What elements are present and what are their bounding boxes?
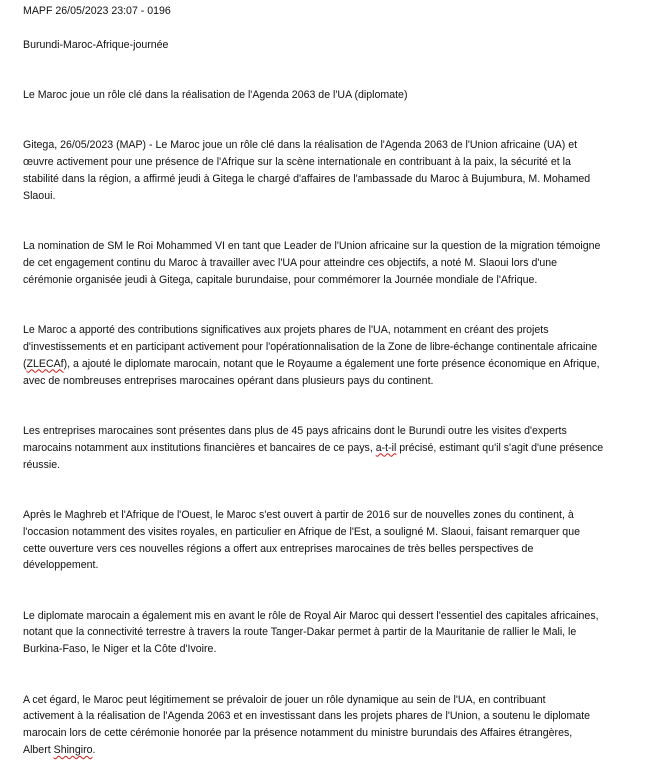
spellcheck-flagged-word[interactable]: ZLECAf xyxy=(26,357,64,370)
paragraph-line: Burkina-Faso, le Niger et la Côte d'Ivoire. xyxy=(23,643,217,656)
paragraph-line: cérémonie organisée jeudi à Gitega, capitale burundaise, pour commémorer la Journée mondiale de l'Afrique. xyxy=(23,273,538,286)
line-text: ( xyxy=(23,357,27,370)
paragraph-line: Gitega, 26/05/2023 (MAP) - Le Maroc joue un rôle clé dans la réalisation de l'Agenda 2063 de l'Union africaine (UA) et xyxy=(23,139,578,152)
line-text: ), a ajouté le diplomate marocain, notant que le Royaume a également une forte présence économique en Afrique, xyxy=(63,357,600,370)
paragraph-line: notant que la connectivité terrestre à travers la route Tanger-Dakar permet à partir de la Mauritanie de rallier le Mali, le xyxy=(23,626,577,639)
line-text: marocains notamment aux institutions financières et bancaires de ce pays, xyxy=(23,441,376,454)
line-text: . xyxy=(92,744,96,757)
paragraph xyxy=(23,692,631,759)
dateline: MAPF 26/05/2023 23:07 - 0196 xyxy=(23,5,171,17)
paragraph-line xyxy=(23,440,631,457)
paragraph-line: stabilité dans la région, a affirmé jeudi à Gitega le chargé d'affaires de l'ambassade du Maroc à Bujumbura, M. Mohamed xyxy=(23,172,591,185)
line-text: Albert xyxy=(23,744,54,757)
paragraph-line: La nomination de SM le Roi Mohammed VI en tant que Leader de l'Union africaine sur la question de la migration témoigne xyxy=(23,240,601,253)
paragraph-line: Le Maroc a apporté des contributions significatives aux projets phares de l'UA, notamment en créant des projets xyxy=(23,324,549,337)
paragraph-line: de cet engagement continu du Maroc à travailler avec l'UA pour atteindre ces objectifs, a noté M. Slaoui lors d'une xyxy=(23,256,558,269)
paragraph-line: œuvre activement pour une présence de l'Afrique sur la scène internationale en contribuant à la paix, la sécurité et la xyxy=(23,156,571,169)
line-text: précisé, estimant qu'il s'agit d'une présence xyxy=(396,441,604,454)
paragraph-line xyxy=(23,356,631,373)
paragraph xyxy=(23,608,631,658)
keywords-line: Burundi-Maroc-Afrique-journée xyxy=(23,38,169,51)
paragraph xyxy=(23,137,631,204)
paragraph-line: Le diplomate marocain a également mis en avant le rôle de Royal Air Maroc qui dessert l'essentiel des capitales africaines, xyxy=(23,609,599,622)
paragraph-line: Après le Maghreb et l'Afrique de l'Ouest, le Maroc s'est ouvert à partir de 2016 sur de nouvelles zones du continent, à xyxy=(23,508,574,521)
paragraph-line: cette ouverture vers ces nouvelles régions a offert aux entreprises marocaines de très belles perspectives de xyxy=(23,542,534,555)
paragraph xyxy=(23,507,631,574)
paragraph-line: d'investissements et en participant activement pour l'opérationnalisation de la Zone de libre-échange continentale africaine xyxy=(23,340,598,353)
spellcheck-flagged-word[interactable]: a-t-il xyxy=(375,441,397,454)
paragraph-line: Les entreprises marocaines sont présentes dans plus de 45 pays africains dont le Burundi outre les visites d'experts xyxy=(23,424,567,437)
document-body[interactable] xyxy=(23,3,631,759)
paragraph xyxy=(23,423,631,473)
paragraph-line xyxy=(23,742,631,759)
paragraph-line: développement. xyxy=(23,559,99,572)
article-paragraphs xyxy=(23,137,631,758)
paragraph-line: réussie. xyxy=(23,458,61,471)
paragraph xyxy=(23,322,631,389)
paragraph-line: Slaoui. xyxy=(23,189,56,202)
spellcheck-flagged-word[interactable]: Shingiro xyxy=(53,744,93,757)
paragraph-line: activement à la réalisation de l'Agenda 2063 et en investissant dans les projets phares de l'Union, a soutenu le diplomate xyxy=(23,710,591,723)
paragraph-line: avec de nombreuses entreprises marocaines opérant dans plusieurs pays du continent. xyxy=(23,374,434,387)
paragraph-line: marocain lors de cette cérémonie honorée par la présence notamment du ministre burundais des Affaires étrangères, xyxy=(23,727,573,740)
paragraph xyxy=(23,238,631,288)
article-title: Le Maroc joue un rôle clé dans la réalisation de l'Agenda 2063 de l'UA (diplomate) xyxy=(23,88,408,101)
paragraph-line: A cet égard, le Maroc peut légitimement se prévaloir de jouer un rôle dynamique au sein de l'UA, en contribuant xyxy=(23,693,546,706)
paragraph-line: l'occasion notamment des visites royales, en particulier en Afrique de l'Est, a souligné M. Slaoui, faisant remarquer que xyxy=(23,525,580,538)
